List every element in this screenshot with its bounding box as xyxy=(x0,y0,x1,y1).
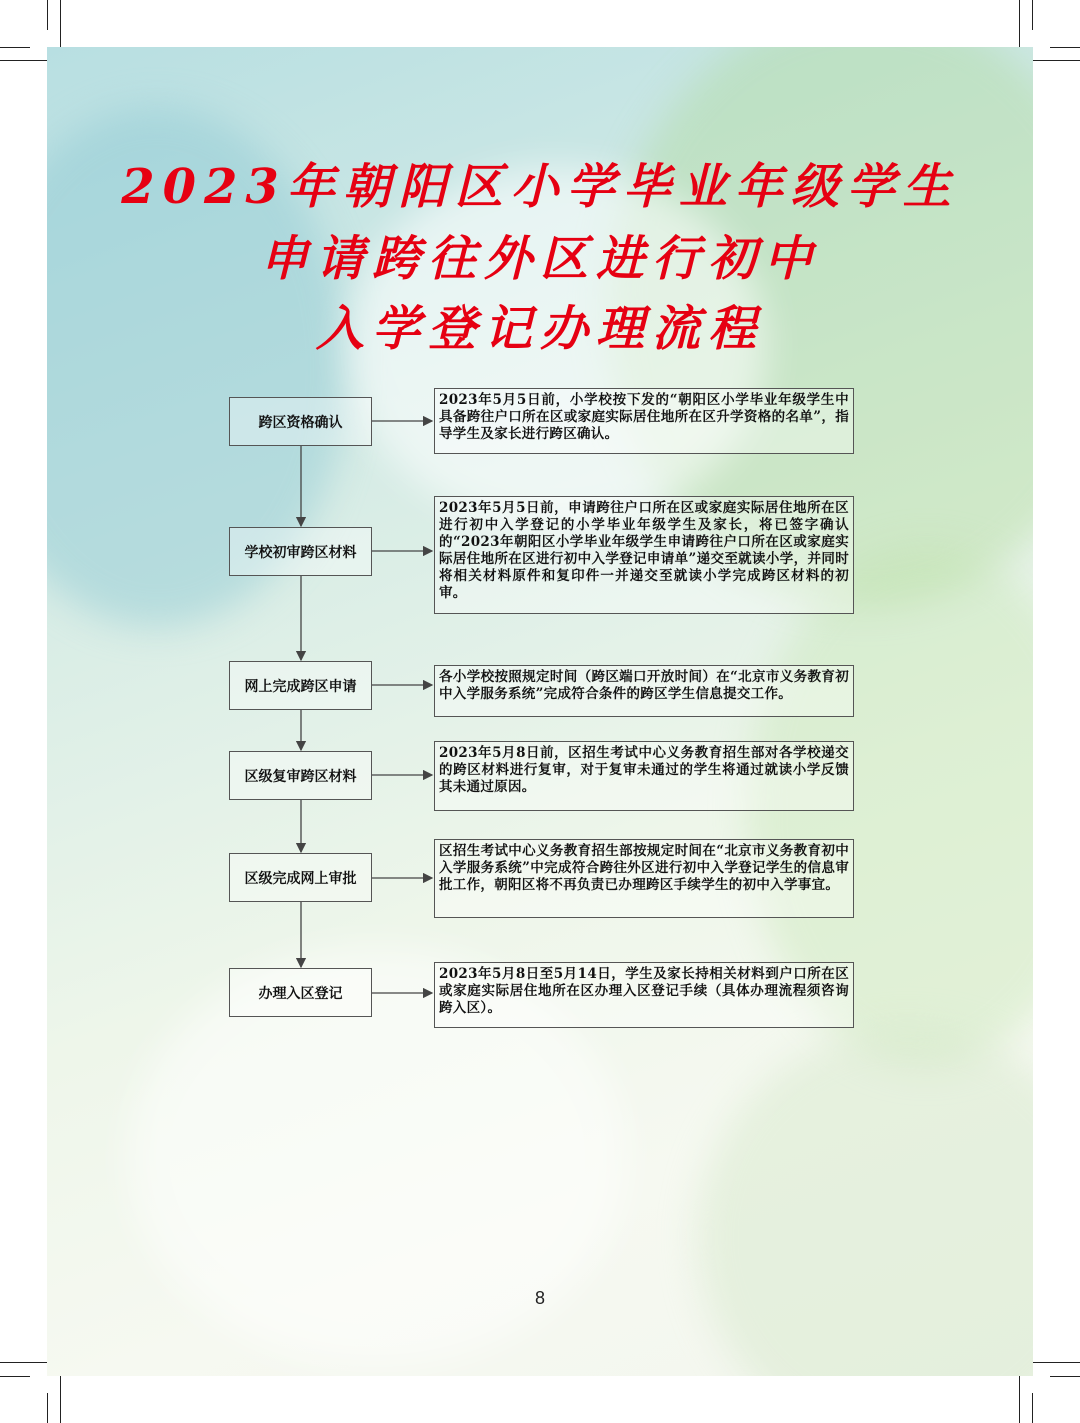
title-line-3: 入学登记办理流程 xyxy=(315,301,764,357)
step-box-online-application: 网上完成跨区申请 xyxy=(229,661,372,710)
step-description-3: 各小学校按照规定时间（跨区端口开放时间）在“北京市义务教育初中入学服务系统”完成符合条件的跨区学生信息提交工作。 xyxy=(434,665,854,717)
step-box-registration: 办理入区登记 xyxy=(229,968,372,1017)
step-box-district-online-approval: 区级完成网上审批 xyxy=(229,853,372,902)
title-line-2: 申请跨往外区进行初中 xyxy=(259,231,820,287)
step-box-eligibility-confirmation: 跨区资格确认 xyxy=(229,397,372,446)
page-number: 8 xyxy=(534,1288,545,1308)
title-line-1: 2023年朝阳区小学毕业年级学生 xyxy=(121,159,959,215)
step-box-district-review: 区级复审跨区材料 xyxy=(229,751,372,800)
step-description-6: 2023年5月8日至5月14日，学生及家长持相关材料到户口所在区或家庭实际居住地所在区办理入区登记手续（具体办理流程须咨询跨入区）。 xyxy=(434,962,854,1028)
step-description-2: 2023年5月5日前，申请跨往户口所在区或家庭实际居住地所在区进行初中入学登记的小学毕业年级学生及家长，将已签字确认的“2023年朝阳区小学毕业年级学生申请跨往户口所在区或家庭实际居住地所在区进行初中入学登记申请单”递交至就读小学，并同时将相关材料原件和复印件一并递交至就读小学完成跨区材料的初审。 xyxy=(434,496,854,614)
step-description-1: 2023年5月5日前，小学校按下发的“朝阳区小学毕业年级学生中具备跨往户口所在区或家庭实际居住地所在区升学资格的名单”，指导学生及家长进行跨区确认。 xyxy=(434,388,854,454)
step-box-school-preliminary-review: 学校初审跨区材料 xyxy=(229,527,372,576)
step-description-4: 2023年5月8日前，区招生考试中心义务教育招生部对各学校递交的跨区材料进行复审，对于复审未通过的学生将通过就读小学反馈其未通过原因。 xyxy=(434,741,854,811)
step-description-5: 区招生考试中心义务教育招生部按规定时间在“北京市义务教育初中入学服务系统”中完成符合跨往外区进行初中入学登记学生的信息审批工作，朝阳区将不再负责已办理跨区手续学生的初中入学事宜。 xyxy=(434,839,854,918)
